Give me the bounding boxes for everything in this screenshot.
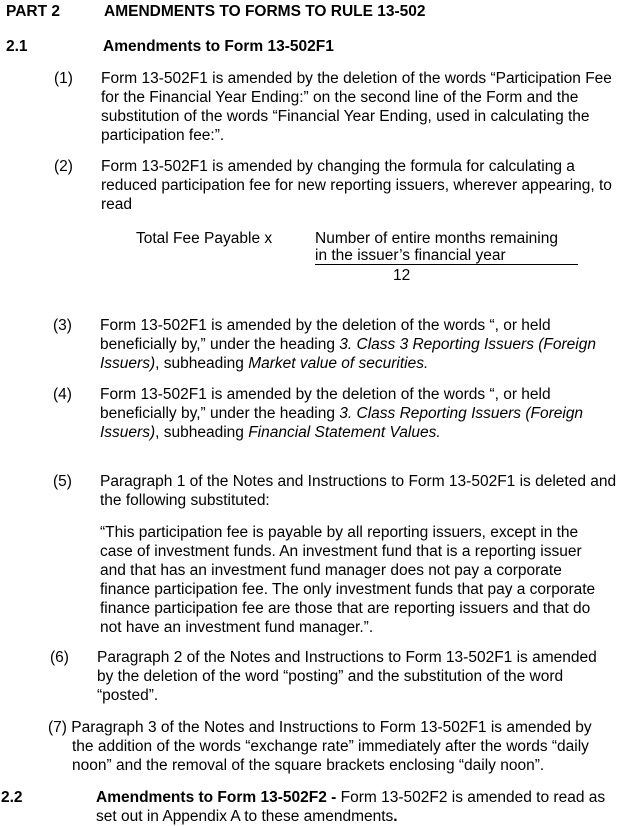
paragraph-7-first-line: (7) Paragraph 3 of the Notes and Instructions to Form 13-502F1 is amended by (48, 719, 592, 736)
para-number: (4) (53, 386, 72, 403)
para-number: (7) (48, 719, 67, 736)
section-number: 2.2 (1, 789, 23, 806)
formula-denominator: 12 (393, 267, 411, 284)
heading-ref: 3. Class Reporting Issuers (Foreign Issuers) (100, 405, 584, 441)
section-title: Amendments to Form 13-502F2 - (96, 789, 337, 806)
paragraph-5: Paragraph 1 of the Notes and Instructions to Form 13-502F1 is deleted and the following substituted: (100, 473, 617, 509)
para-number: (3) (53, 317, 72, 334)
paragraph-7-rest: the addition of the words “exchange rate” immediately after the words “daily noon” and the removal of the square brackets enclosing “daily noon”. (72, 738, 589, 774)
part-title: AMENDMENTS TO FORMS TO RULE 13-502 (104, 3, 426, 20)
formula-numerator-line1: Number of entire months remaining (315, 230, 558, 247)
paragraph-4: Form 13-502F1 is amended by the deletion of the words “, or held beneficially by,” under the heading 3. Class Reporting Issuers (Foreign Issuers), subheading Financial Statement Values. (100, 386, 584, 441)
para-number: (2) (54, 158, 73, 175)
section-number: 2.1 (6, 38, 28, 55)
subheading-ref: Financial Statement Values. (248, 424, 441, 441)
heading-ref: 3. Class 3 Reporting Issuers (Foreign Issuers) (100, 336, 596, 372)
paragraph-3: Form 13-502F1 is amended by the deletion of the words “, or held beneficially by,” under the heading 3. Class 3 Reporting Issuers (Foreign Issuers), subheading Market value of securities. (100, 317, 596, 372)
subheading-ref: Market value of securities. (248, 355, 429, 372)
paragraph-5-quote: “This participation fee is payable by all reporting issuers, except in the case of investment funds. An investment fund that is a reporting issuer and that has an investment fund manager does not pay a corporate finance participation fee. The only investment funds that pay a corporate finance participation fee are those that are reporting issuers and that do not have an investment fund manager.”. (100, 524, 596, 636)
section-2-2-paragraph: Amendments to Form 13-502F2 - Form 13-502F2 is amended to read as set out in Appendix A to these amendments. (96, 789, 606, 825)
formula-left: Total Fee Payable x (136, 230, 273, 247)
section-title: Amendments to Form 13-502F1 (103, 38, 334, 55)
para-number: (6) (50, 649, 69, 666)
para-number: (5) (53, 473, 72, 490)
part-number: PART 2 (6, 3, 60, 20)
formula-numerator-line2: in the issuer’s financial year (315, 247, 578, 265)
paragraph-1: Form 13-502F1 is amended by the deletion of the words “Participation Fee for the Financial Year Ending:” on the second line of the Form and the substitution of the words “Financial Year Ending, used in calculating the participation fee:”. (101, 70, 612, 144)
para-number: (1) (54, 70, 73, 87)
paragraph-2: Form 13-502F1 is amended by changing the formula for calculating a reduced participation fee for new reporting issuers, wherever appearing, to read (101, 158, 612, 213)
paragraph-6: Paragraph 2 of the Notes and Instructions to Form 13-502F1 is amended by the deletion of the word “posting” and the substitution of the word “posted”. (97, 649, 597, 704)
